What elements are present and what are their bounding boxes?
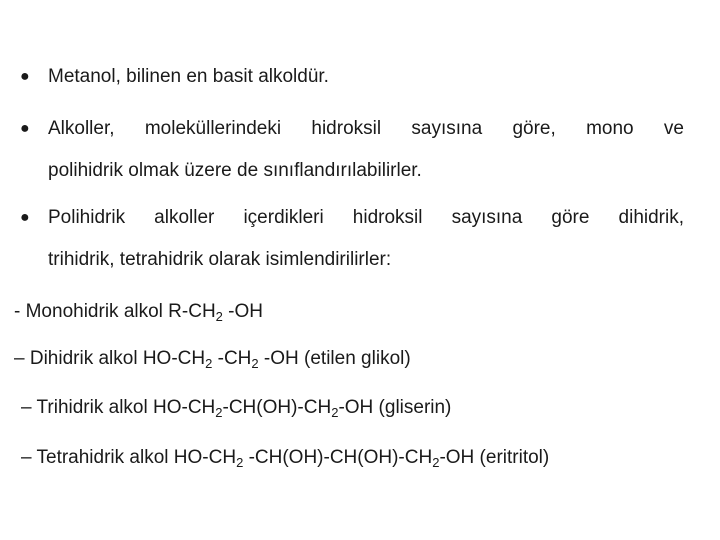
bullet-text: Polihidrik alkoller içerdikleri hidroksil sayısına göre dihidrik, xyxy=(48,207,684,228)
bullet-item xyxy=(20,119,684,180)
formula-prefix: – Tetrahidrik alkol HO-CH xyxy=(21,447,237,468)
formula-text: -OH (etilen glikol) xyxy=(258,348,411,369)
bullet-dot-icon: ● xyxy=(20,120,30,137)
formula-monohydric xyxy=(14,301,264,324)
formula-subscript: 2 xyxy=(236,455,244,470)
formula-text: -OH xyxy=(222,301,264,322)
formula-subscript: 2 xyxy=(331,405,339,420)
formula-subscript: 2 xyxy=(215,405,223,420)
bullet-item xyxy=(20,208,684,269)
formula-subscript: 2 xyxy=(205,356,213,371)
formula-prefix: – Trihidrik alkol HO-CH xyxy=(21,397,216,418)
formula-text: -OH (gliserin) xyxy=(338,397,452,418)
formula-dihydric xyxy=(14,348,411,371)
bullet-text-continued: trihidrik, tetrahidrik olarak isimlendirilirler: xyxy=(48,249,392,270)
formula-subscript: 2 xyxy=(432,455,440,470)
bullet-dot-icon: ● xyxy=(20,68,30,85)
bullet-dot-icon: ● xyxy=(20,209,30,226)
formula-trihydric xyxy=(21,397,452,420)
bullet-text: Metanol, bilinen en basit alkoldür. xyxy=(48,66,329,87)
formula-text: -OH (eritritol) xyxy=(439,447,550,468)
bullet-text: Alkoller, moleküllerindeki hidroksil sayısına göre, mono ve xyxy=(48,118,684,139)
formula-subscript: 2 xyxy=(215,309,223,324)
formula-prefix: - Monohidrik alkol R-CH xyxy=(14,301,216,322)
formula-subscript: 2 xyxy=(251,356,259,371)
bullet-item xyxy=(20,67,684,86)
formula-text: -CH xyxy=(212,348,252,369)
formula-prefix: – Dihidrik alkol HO-CH xyxy=(14,348,206,369)
formula-text: -CH(OH)-CH(OH)-CH xyxy=(243,447,433,468)
formula-text: -CH(OH)-CH xyxy=(222,397,332,418)
formula-tetrahydric xyxy=(21,447,550,470)
bullet-text-continued: polihidrik olmak üzere de sınıflandırılabilirler. xyxy=(48,160,422,181)
